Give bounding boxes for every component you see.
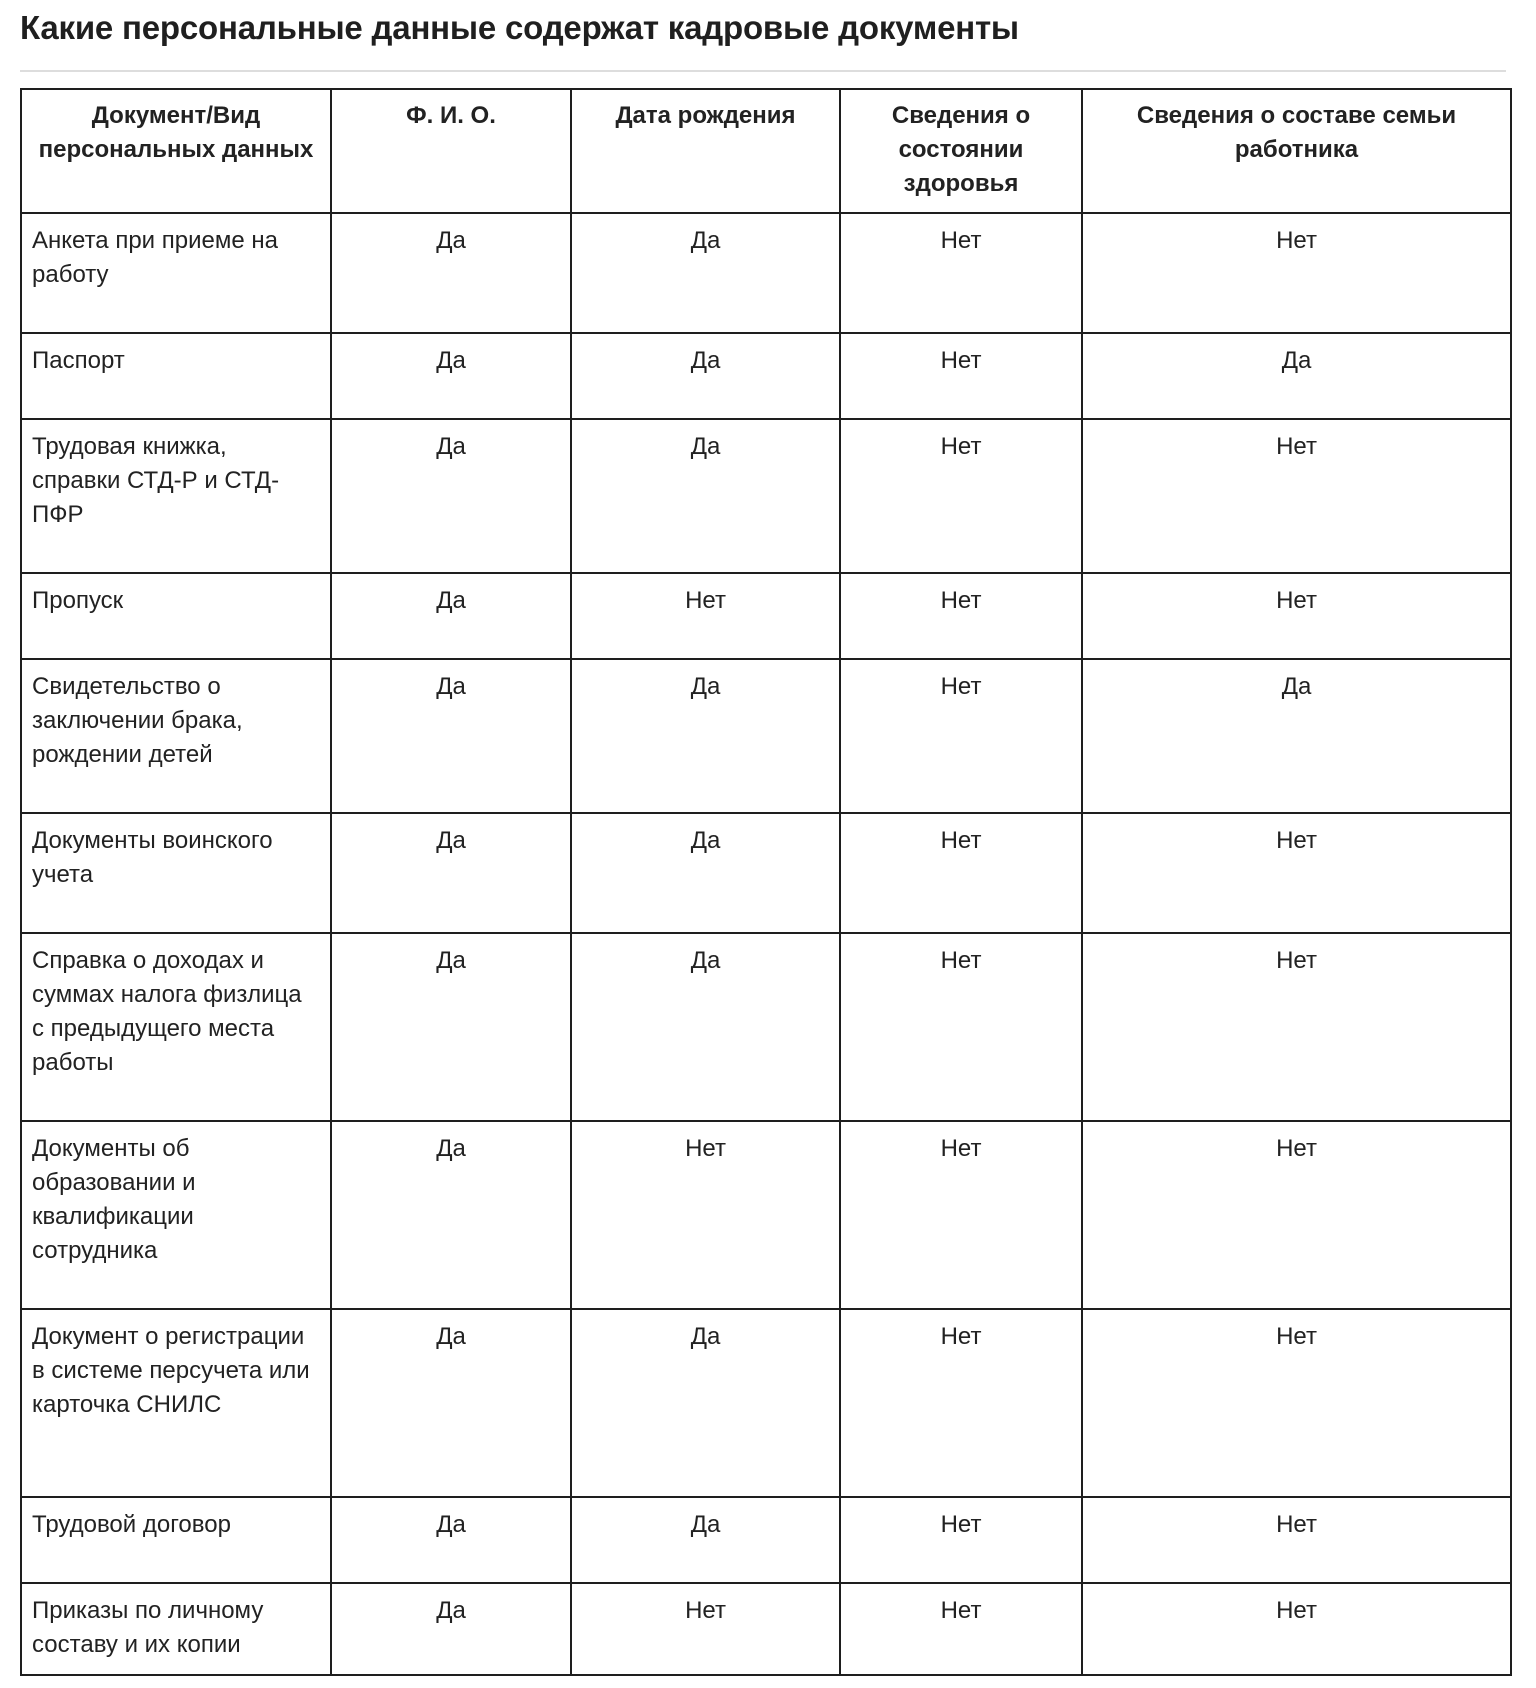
cell-birth-date: Нет <box>571 573 840 659</box>
cell-family-info: Нет <box>1082 1309 1511 1497</box>
cell-full-name: Да <box>331 813 571 933</box>
table-row <box>21 1497 1511 1583</box>
cell-family-info: Нет <box>1082 1497 1511 1583</box>
cell-full-name: Да <box>331 1497 571 1583</box>
cell-full-name: Да <box>331 573 571 659</box>
document-name: Паспорт <box>21 333 331 419</box>
table-row <box>21 573 1511 659</box>
table-row <box>21 1309 1511 1497</box>
cell-health-info: Нет <box>840 419 1082 573</box>
document-name: Трудовая книжка, справки СТД-Р и СТД-ПФР <box>21 419 331 573</box>
cell-full-name: Да <box>331 1309 571 1497</box>
header-health-info: Сведения о состоянии здоровья <box>840 89 1082 213</box>
cell-birth-date: Да <box>571 659 840 813</box>
cell-health-info: Нет <box>840 573 1082 659</box>
cell-health-info: Нет <box>840 659 1082 813</box>
cell-family-info: Нет <box>1082 419 1511 573</box>
cell-health-info: Нет <box>840 333 1082 419</box>
document-name: Анкета при приеме на работу <box>21 213 331 333</box>
cell-family-info: Нет <box>1082 813 1511 933</box>
cell-full-name: Да <box>331 333 571 419</box>
cell-health-info: Нет <box>840 213 1082 333</box>
cell-birth-date: Да <box>571 1497 840 1583</box>
header-birth-date: Дата рождения <box>571 89 840 213</box>
document-name: Документы об образовании и квалификации сотрудника <box>21 1121 331 1309</box>
cell-birth-date: Да <box>571 333 840 419</box>
page-title: Какие персональные данные содержат кадровые документы <box>20 9 1019 46</box>
table-header-row <box>21 89 1511 213</box>
cell-family-info: Нет <box>1082 213 1511 333</box>
document-name: Приказы по личному составу и их копии <box>21 1583 331 1675</box>
document-name: Документ о регистрации в системе персучета или карточка СНИЛС <box>21 1309 331 1497</box>
header-family-info: Сведения о составе семьи работника <box>1082 89 1511 213</box>
cell-birth-date: Нет <box>571 1121 840 1309</box>
header-full-name: Ф. И. О. <box>331 89 571 213</box>
cell-full-name: Да <box>331 213 571 333</box>
cell-birth-date: Да <box>571 213 840 333</box>
cell-birth-date: Да <box>571 419 840 573</box>
cell-full-name: Да <box>331 1583 571 1675</box>
document-name: Пропуск <box>21 573 331 659</box>
cell-birth-date: Да <box>571 813 840 933</box>
table-row <box>21 813 1511 933</box>
cell-family-info: Да <box>1082 333 1511 419</box>
document-name: Свидетельство о заключении брака, рождении детей <box>21 659 331 813</box>
table-row <box>21 933 1511 1121</box>
personal-data-table <box>20 88 1512 1676</box>
cell-family-info: Да <box>1082 659 1511 813</box>
table-row <box>21 333 1511 419</box>
cell-birth-date: Да <box>571 933 840 1121</box>
cell-family-info: Нет <box>1082 573 1511 659</box>
table-row <box>21 419 1511 573</box>
cell-full-name: Да <box>331 933 571 1121</box>
cell-health-info: Нет <box>840 933 1082 1121</box>
cell-full-name: Да <box>331 419 571 573</box>
table-row <box>21 1583 1511 1675</box>
cell-health-info: Нет <box>840 1309 1082 1497</box>
table-row <box>21 213 1511 333</box>
cell-health-info: Нет <box>840 1583 1082 1675</box>
cell-full-name: Да <box>331 1121 571 1309</box>
table-row <box>21 659 1511 813</box>
cell-family-info: Нет <box>1082 933 1511 1121</box>
cell-family-info: Нет <box>1082 1583 1511 1675</box>
header-document-type: Документ/Вид персональных данных <box>21 89 331 213</box>
cell-health-info: Нет <box>840 813 1082 933</box>
cell-family-info: Нет <box>1082 1121 1511 1309</box>
table-row <box>21 1121 1511 1309</box>
cell-health-info: Нет <box>840 1121 1082 1309</box>
document-name: Трудовой договор <box>21 1497 331 1583</box>
cell-health-info: Нет <box>840 1497 1082 1583</box>
title-divider <box>20 70 1506 72</box>
cell-birth-date: Нет <box>571 1583 840 1675</box>
cell-full-name: Да <box>331 659 571 813</box>
document-name: Документы воинского учета <box>21 813 331 933</box>
document-name: Справка о доходах и суммах налога физлица с предыдущего места работы <box>21 933 331 1121</box>
cell-birth-date: Да <box>571 1309 840 1497</box>
